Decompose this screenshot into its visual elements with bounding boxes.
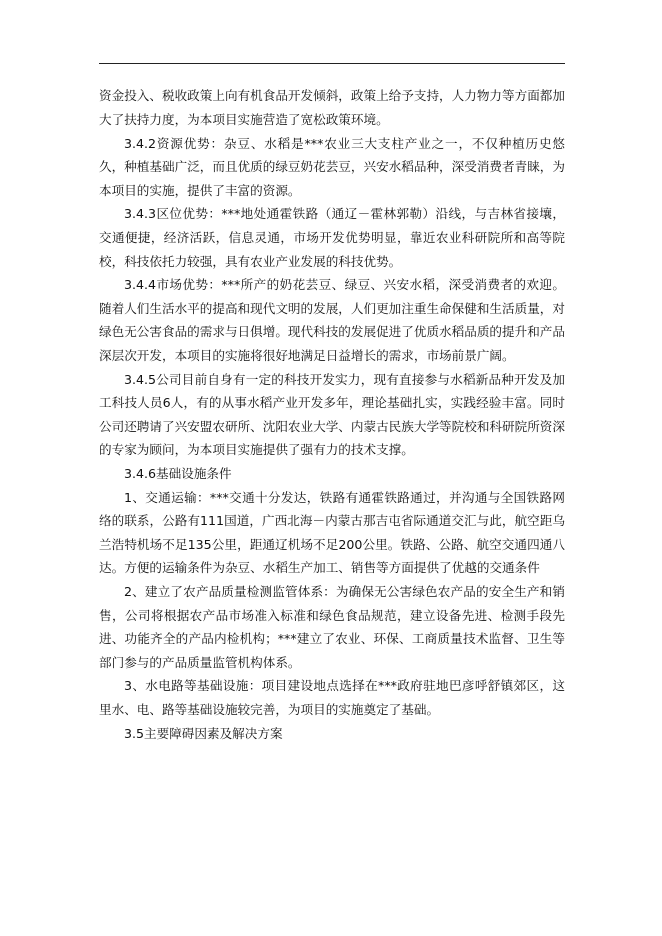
section-heading-obstacles: 3.5主要障碍因素及解决方案 [124, 725, 283, 741]
paragraph-resource-advantage: 3.4.2资源优势：杂豆、水稻是***农业三大支柱产业之一，不仅种植历史悠久，种植基础广泛，而且优质的绿豆奶花芸豆，兴安水稻品种，深受消费者青睐，为本项目的实施，提供了丰富的资源。 [99, 135, 565, 198]
document-body [99, 84, 565, 745]
paragraph-tech-capability: 3.4.5公司目前自身有一定的科技开发实力，现有直接参与水稻新品种开发及加工科技人员6人，有的从事水稻产业开发多年，理论基础扎实，实践经验丰富。同时公司还聘请了兴安盟农研所、沈阳农业大学、内蒙古民族大学等院校和科研院所资深的专家为顾问，为本项目实施提供了强有力的技术支撑。 [99, 371, 565, 458]
paragraph-policy-support: 资金投入、税收政策上向有机食品开发倾斜，政策上给予支持，人力物力等方面都加大了扶持力度，为本项目实施营造了宽松政策环境。 [99, 88, 565, 127]
paragraph-transportation: 1、交通运输：***交通十分发达，铁路有通霍铁路通过，并沟通与全国铁路网络的联系，公路有111国道，广西北海－内蒙古那吉屯省际通道交汇与此，航空距乌兰浩特机场不足135公里，距通辽机场不足200公里。铁路、公路、航空交通四通八达。方便的运输条件为杂豆、水稻生产加工、销售等方面提供了优越的交通条件 [99, 489, 565, 576]
paragraph-utilities: 3、水电路等基础设施：项目建设地点选择在***政府驻地巴彦呼舒镇郊区，这里水、电、路等基础设施较完善，为项目的实施奠定了基础。 [99, 678, 565, 717]
paragraph-location-advantage: 3.4.3区位优势：***地处通霍铁路（通辽－霍林郭勒）沿线，与吉林省接壤，交通便捷，经济活跃，信息灵通，市场开发优势明显，靠近农业科研院所和高等院校，科技依托力较强，具有农业产业发展的科技优势。 [99, 206, 565, 269]
paragraph-quality-inspection: 2、建立了农产品质量检测监管体系：为确保无公害绿色农产品的安全生产和销售，公司将根据农产品市场准入标准和绿色食品规范，建立设备先进、检测手段先进、功能齐全的产品内检机构；***建立了农业、环保、工商质量技术监督、卫生等部门参与的产品质量监管机构体系。 [99, 583, 565, 670]
section-heading-infrastructure: 3.4.6基础设施条件 [124, 466, 232, 481]
header-rule [99, 63, 565, 64]
paragraph-market-advantage: 3.4.4市场优势：***所产的奶花芸豆、绿豆、兴安水稻，深受消费者的欢迎。随着人们生活水平的提高和现代文明的发展，人们更加注重生命保健和生活质量，对绿色无公害食品的需求与日俱增。现代科技的发展促进了优质水稻品质的提升和产品深层次开发，本项目的实施将很好地满足日益增长的需求，市场前景广阔。 [99, 277, 565, 364]
